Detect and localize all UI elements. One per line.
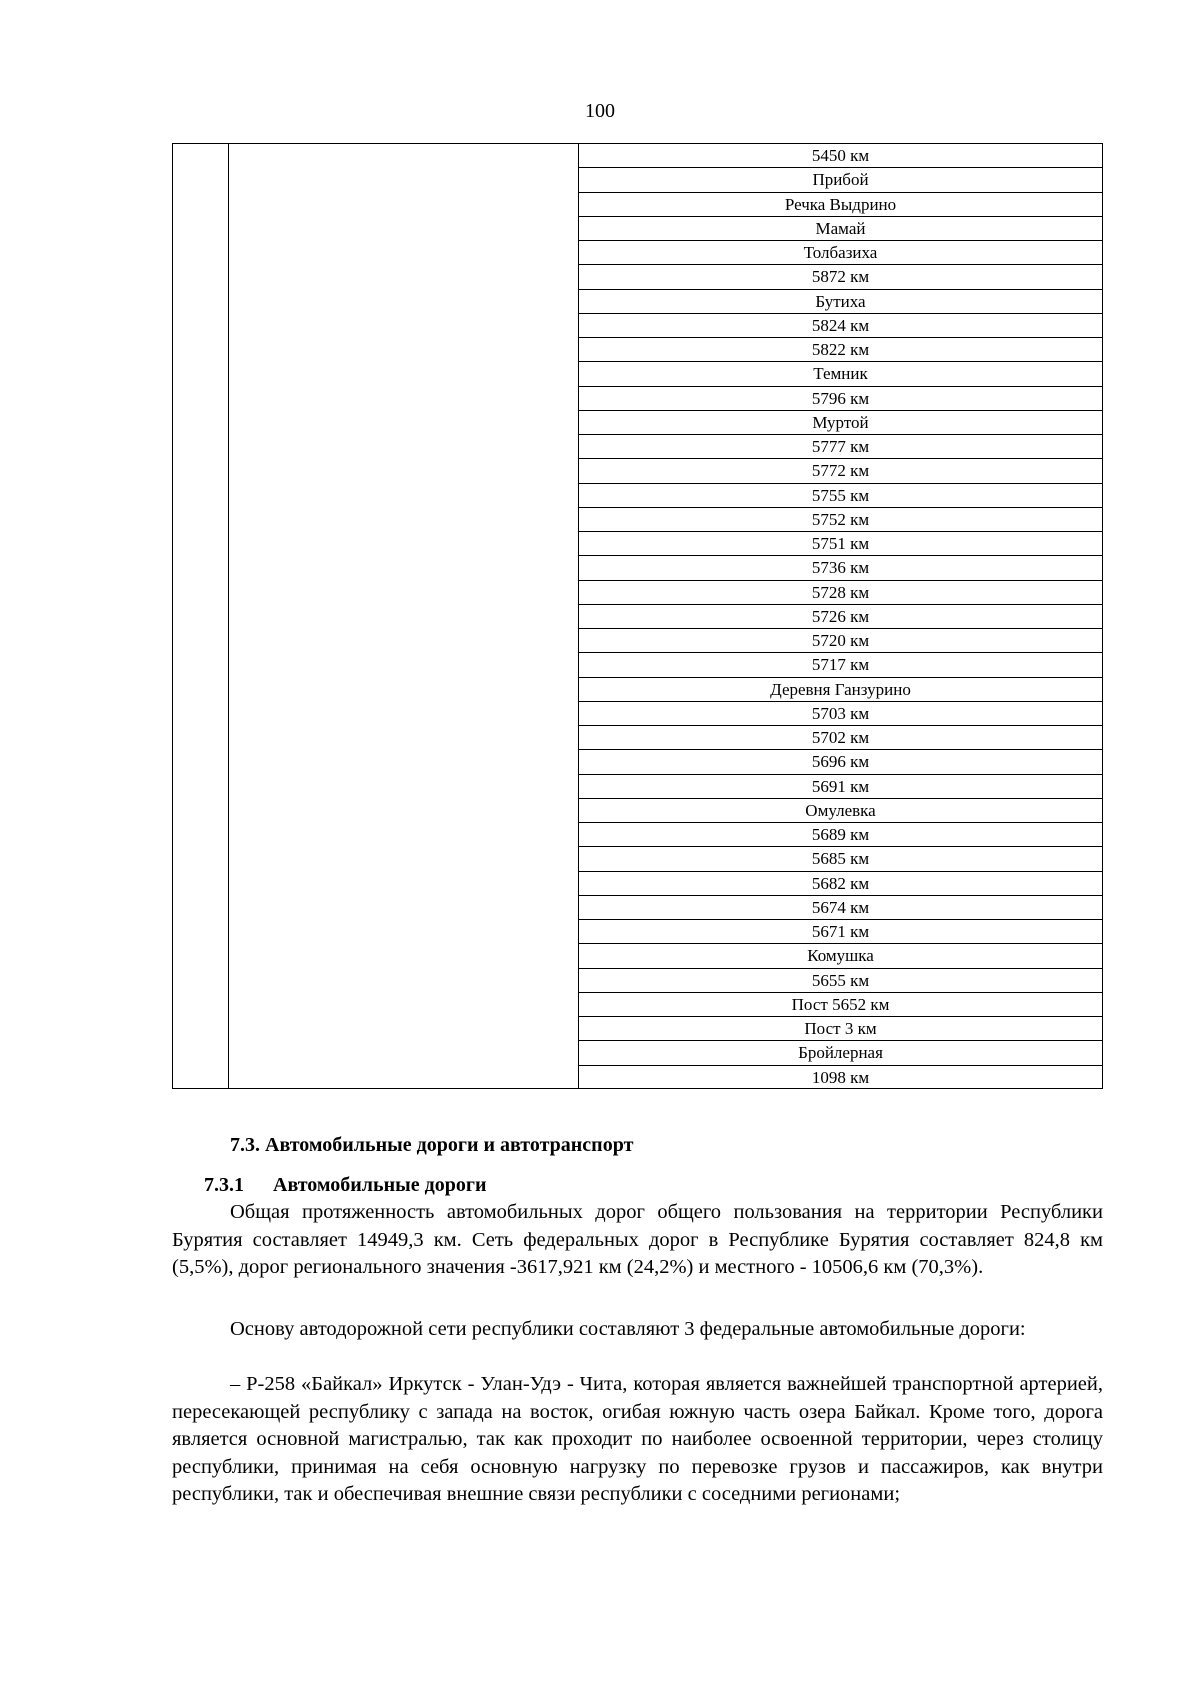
page-number: 100 bbox=[585, 100, 615, 122]
table-column-empty-2 bbox=[229, 144, 579, 1088]
table-row: Темник bbox=[579, 362, 1102, 386]
table-row: 5824 км bbox=[579, 314, 1102, 338]
table-row: 5702 км bbox=[579, 726, 1102, 750]
subsection-heading bbox=[204, 1174, 486, 1197]
table-row: 5822 км bbox=[579, 338, 1102, 362]
table-row: Речка Выдрино bbox=[579, 193, 1102, 217]
table-row: Омулевка bbox=[579, 799, 1102, 823]
table-row: 5689 км bbox=[579, 823, 1102, 847]
table-row: Пост 3 км bbox=[579, 1017, 1102, 1041]
table-row: Пост 5652 км bbox=[579, 993, 1102, 1017]
table-row: 5777 км bbox=[579, 435, 1102, 459]
table-row: 5726 км bbox=[579, 605, 1102, 629]
table-row: 5720 км bbox=[579, 629, 1102, 653]
table-row: Бутиха bbox=[579, 290, 1102, 314]
table-row: 5872 км bbox=[579, 265, 1102, 289]
table-row: 5655 км bbox=[579, 969, 1102, 993]
paragraph-federal-roads: Основу автодорожной сети республики составляют 3 федеральные автомобильные дороги: bbox=[230, 1318, 1026, 1340]
table-row: 5685 км bbox=[579, 847, 1102, 871]
table-row: 5752 км bbox=[579, 508, 1102, 532]
table-row: Комушка bbox=[579, 944, 1102, 968]
stops-table bbox=[172, 143, 1103, 1089]
table-row: 5450 км bbox=[579, 144, 1102, 168]
table-column-stops bbox=[579, 144, 1102, 1088]
table-row: 5728 км bbox=[579, 581, 1102, 605]
table-column-empty-1 bbox=[173, 144, 229, 1088]
table-row: Мамай bbox=[579, 217, 1102, 241]
table-row: 1098 км bbox=[811, 1067, 870, 1087]
table-row: 5772 км bbox=[579, 459, 1102, 483]
table-row: Прибой bbox=[579, 168, 1102, 192]
table-row: 5682 км bbox=[579, 872, 1102, 896]
table-row: Деревня Ганзурино bbox=[579, 678, 1102, 702]
table-row: 5751 км bbox=[579, 532, 1102, 556]
table-row: 5696 км bbox=[579, 750, 1102, 774]
subsection-number: 7.3.1 bbox=[204, 1174, 244, 1196]
table-row: 5755 км bbox=[579, 484, 1102, 508]
table-row: 5796 км bbox=[579, 387, 1102, 411]
table-row: 5691 км bbox=[579, 775, 1102, 799]
table-row: 5736 км bbox=[579, 556, 1102, 580]
table-row: Бройлерная bbox=[579, 1041, 1102, 1065]
section-heading: 7.3. Автомобильные дороги и автотранспорт bbox=[230, 1134, 634, 1156]
subsection-title: Автомобильные дороги bbox=[273, 1174, 487, 1196]
table-row: Муртой bbox=[579, 411, 1102, 435]
table-row: 5674 км bbox=[579, 896, 1102, 920]
table-row: 5717 км bbox=[579, 653, 1102, 677]
table-row: 5671 км bbox=[579, 920, 1102, 944]
paragraph-r258-baikal: – Р-258 «Байкал» Иркутск - Улан-Удэ - Чита, которая является важнейшей транспортной артерией, пересекающей республику с запада на восток, огибая южную часть озера Байкал. Кроме того, дорога является основной магистралью, так как проходит по наиболее освоенной территории, через столицу республики, принимая на себя основную нагрузку по перевозке грузов и пассажиров, как внутри республики, так и обеспечивая внешние связи республики с соседними регионами; bbox=[172, 1373, 1103, 1505]
table-row: Толбазиха bbox=[579, 241, 1102, 265]
paragraph-road-length: Общая протяженность автомобильных дорог общего пользования на территории Республики Бурятия составляет 14949,3 км. Сеть федеральных дорог в Республике Бурятия составляет 824,8 км (5,5%), дорог регионального значения -3617,921 км (24,2%) и местного - 10506,6 км (70,3%). bbox=[172, 1201, 1103, 1278]
table-row: 5703 км bbox=[579, 702, 1102, 726]
